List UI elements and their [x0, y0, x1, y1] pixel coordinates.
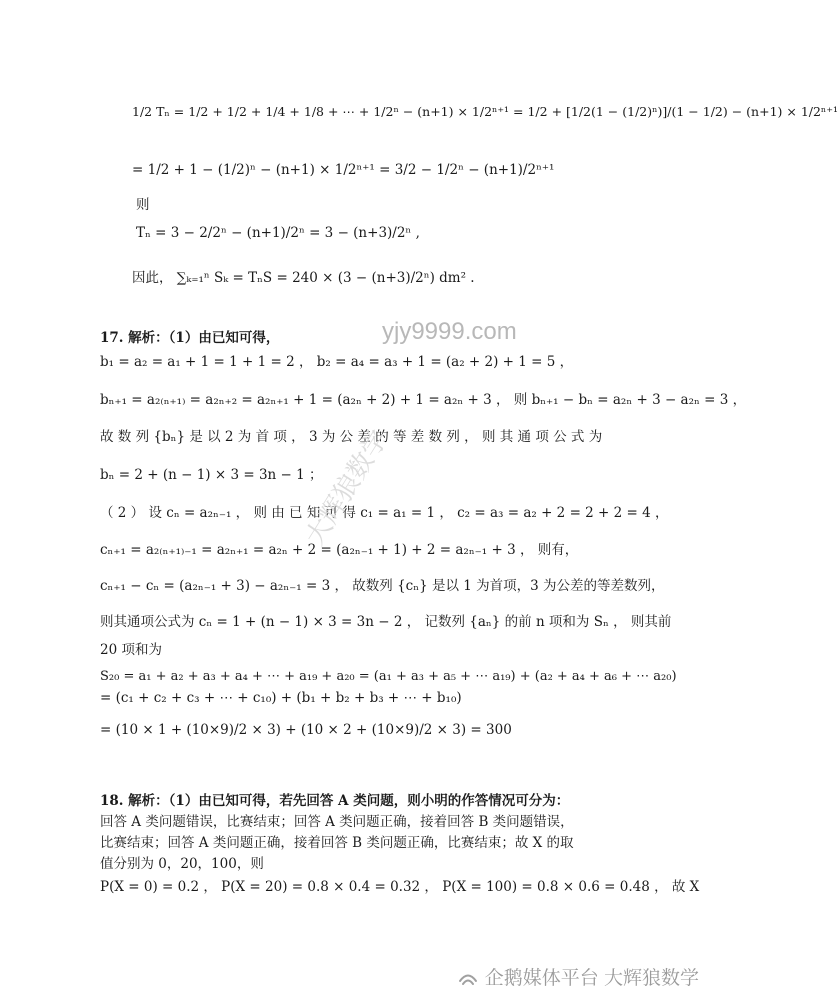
eq-cn-formula: 则其通项公式为 cₙ = 1 + (n − 1) × 3 = 3n − 2 ， 记数列 {aₙ} 的前 n 项和为 Sₙ ， 则其前	[100, 614, 672, 630]
eq-bn-formula: bₙ = 2 + (n − 1) × 3 = 3n − 1 ；	[100, 467, 323, 483]
eq-cn-diff: cₙ₊₁ − cₙ = (a₂ₙ₋₁ + 3) − a₂ₙ₋₁ = 3 ， 故数列 {cₙ} 是以 1 为首项，3 为公差的等差数列，	[100, 578, 665, 594]
footer-brand	[457, 963, 699, 990]
text-18-a: 回答 A 类问题错误，比赛结束；回答 A 类问题正确，接着回答 B 类问题错误，	[100, 814, 574, 830]
section-18-heading: 18. 解析：（1）由已知可得，若先回答 A 类问题，则小明的作答情况可分为：	[100, 793, 570, 809]
eq-b1-b2: b₁ = a₂ = a₁ + 1 = 1 + 1 = 2 ， b₂ = a₄ = a₃ + 1 = (a₂ + 2) + 1 = 5 ，	[100, 354, 574, 370]
text-20-terms: 20 项和为	[100, 642, 162, 658]
text-18-b: 比赛结束；回答 A 类问题正确，接着回答 B 类问题正确，比赛结束；故 X 的取	[100, 835, 574, 851]
eq-cn1: cₙ₊₁ = a₂₍ₙ₊₁₎₋₁ = a₂ₙ₊₁ = a₂ₙ + 2 = (a₂ₙ₋₁ + 1) + 2 = a₂ₙ₋₁ + 3 ， 则有，	[100, 542, 579, 558]
eq-sum-s: 因此， ∑ₖ₌₁ⁿ Sₖ = TₙS = 240 × (3 − (n+3)/2ⁿ) dm² .	[132, 270, 475, 286]
penguin-icon	[457, 966, 479, 988]
section-17-heading: 17. 解析：（1）由已知可得，	[100, 330, 280, 346]
eq-continued: = 1/2 + 1 − (1/2)ⁿ − (n+1) × 1/2ⁿ⁺¹ = 3/2 − 1/2ⁿ − (n+1)/2ⁿ⁺¹	[132, 162, 555, 178]
eq-s20: S₂₀ = a₁ + a₂ + a₃ + a₄ + ⋯ + a₁₉ + a₂₀ = (a₁ + a₃ + a₅ + ⋯ a₁₉) + (a₂ + a₄ + a₆ + ⋯ a₂₀)	[100, 669, 677, 684]
text-18-c: 值分别为 0，20，100，则	[100, 856, 264, 872]
watermark-diagonal: 大辉狼数学	[299, 424, 394, 551]
footer-text: 企鹅媒体平台 大辉狼数学	[484, 968, 699, 989]
eq-s20-result: = (10 × 1 + (10×9)/2 × 3) + (10 × 2 + (10×9)/2 × 3) = 300	[100, 722, 512, 738]
text-ze: 则	[136, 197, 150, 213]
eq-tn: Tₙ = 3 − 2/2ⁿ − (n+1)/2ⁿ = 3 − (n+3)/2ⁿ ,	[136, 225, 420, 241]
watermark-url: yjy9999.com	[382, 318, 517, 345]
eq-cn-def: （ 2 ） 设 cₙ = a₂ₙ₋₁ ， 则 由 已 知 可 得 c₁ = a₁ = 1 ， c₂ = a₃ = a₂ + 2 = 2 + 2 = 4 ，	[100, 505, 669, 521]
eq-s20-cb: = (c₁ + c₂ + c₃ + ⋯ + c₁₀) + (b₁ + b₂ + b₃ + ⋯ + b₁₀)	[100, 690, 462, 706]
eq-bn1: bₙ₊₁ = a₂₍ₙ₊₁₎ = a₂ₙ₊₂ = a₂ₙ₊₁ + 1 = (a₂ₙ + 2) + 1 = a₂ₙ + 3 ， 则 bₙ₊₁ − bₙ = a₂ₙ + 3 − a₂ₙ = 3 ，	[100, 392, 747, 408]
text-bn-arith: 故 数 列 {bₙ} 是 以 2 为 首 项 ， 3 为 公 差 的 等 差 数 列 ， 则 其 通 项 公 式 为	[100, 429, 603, 445]
eq-px: P(X = 0) = 0.2 ， P(X = 20) = 0.8 × 0.4 = 0.32 ， P(X = 100) = 0.8 × 0.6 = 0.48 ， 故 X	[100, 879, 700, 895]
eq-half-tn: 1/2 Tₙ = 1/2 + 1/2 + 1/4 + 1/8 + ⋯ + 1/2ⁿ − (n+1) × 1/2ⁿ⁺¹ = 1/2 + [1/2(1 − (1/2)ⁿ)]/(1 − 1/2) − (n+1) × 1/2ⁿ⁺¹	[132, 104, 838, 119]
